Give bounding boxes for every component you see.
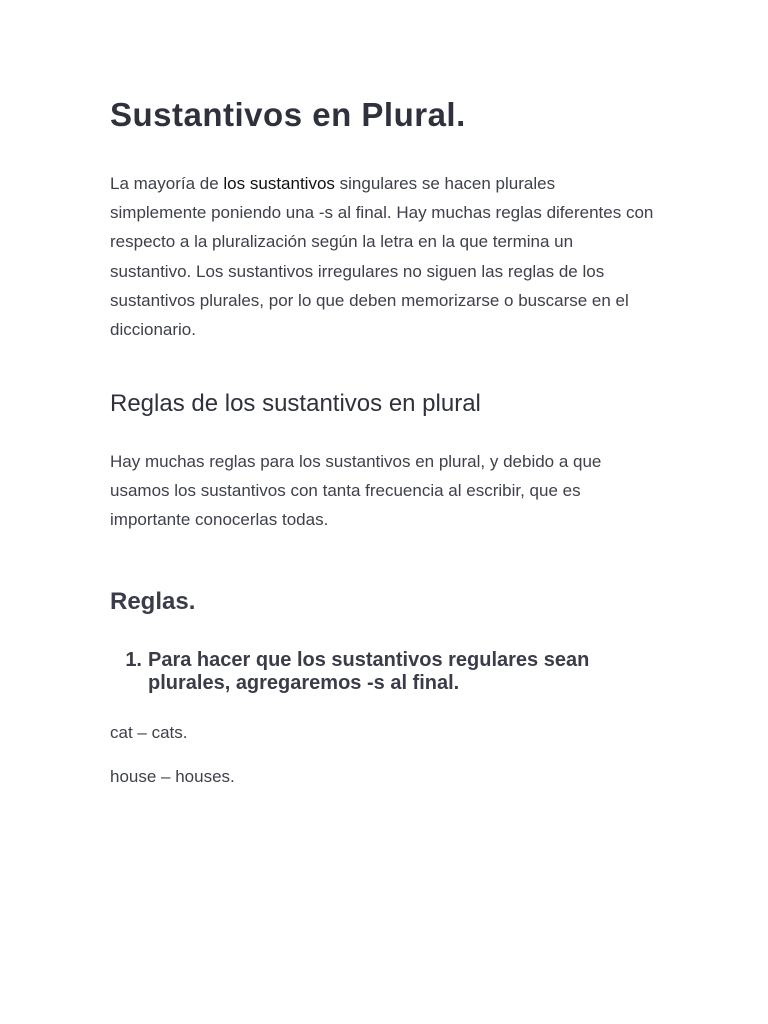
rules-heading: Reglas. — [110, 588, 196, 615]
intro-paragraph — [110, 169, 655, 344]
intro-text-after-link: singulares se hacen plurales simplemente poniendo una -s al final. Hay muchas reglas diferentes con respecto a la pluralización según la letra en la que termina un sustantivo. Los sustantivos irregulares no siguen las reglas de los sustantivos plurales, por lo que deben memorizarse o buscarse en el diccionario. — [110, 174, 654, 340]
rule-number: 1. — [125, 649, 142, 671]
rule-text: Para hacer que los sustantivos regulares sean plurales, agregaremos -s al final. — [148, 649, 590, 694]
section-subtitle: Reglas de los sustantivos en plural — [110, 390, 481, 417]
example-line: house – houses. — [110, 767, 235, 786]
rule-item — [110, 649, 655, 695]
rules-list — [110, 649, 655, 695]
intro-text-before-link: La mayoría de — [110, 174, 224, 193]
rules-intro-paragraph: Hay muchas reglas para los sustantivos en plural, y debido a que usamos los sustantivos con tanta frecuencia al escribir, que es importante conocerlas todas. — [110, 452, 602, 530]
los-sustantivos-link[interactable]: los sustantivos — [223, 174, 335, 193]
example-line: cat – cats. — [110, 723, 188, 742]
document-title: Sustantivos en Plural. — [110, 96, 466, 133]
